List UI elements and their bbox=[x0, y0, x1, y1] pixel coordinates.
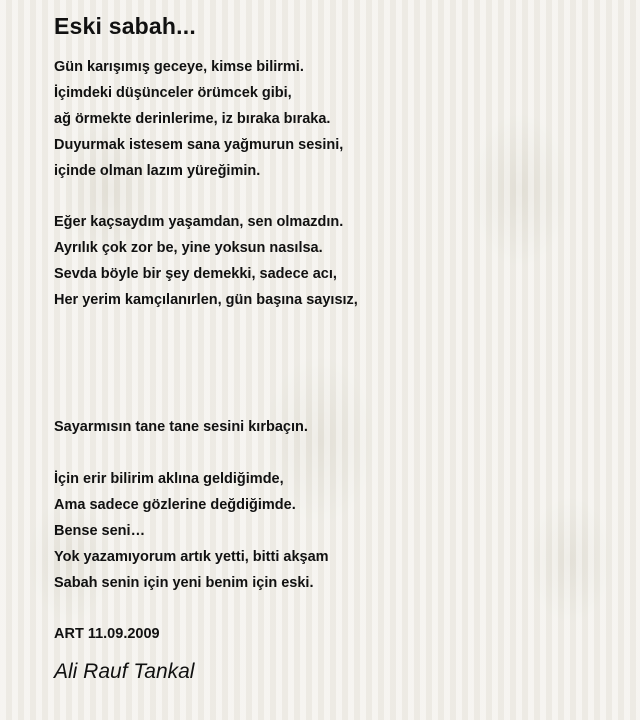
stanza-1 bbox=[54, 54, 614, 184]
poem-line: İçimdeki düşünceler örümcek gibi, bbox=[54, 85, 292, 101]
poem-line: Bense seni… bbox=[54, 523, 146, 539]
poem-line: içinde olman lazım yüreğimin. bbox=[54, 163, 261, 179]
poem-line: Gün karışımış geceye, kimse bilirmi. bbox=[54, 59, 304, 75]
poem-line: Ayrılık çok zor be, yine yoksun nasılsa. bbox=[54, 240, 323, 256]
stanza-4 bbox=[54, 466, 614, 596]
stanza-2 bbox=[54, 209, 614, 313]
stanza-spacer bbox=[54, 184, 614, 209]
poem-line: Ama sadece gözlerine değdiğimde. bbox=[54, 497, 296, 513]
poem-title: Eski sabah... bbox=[54, 13, 196, 39]
poem-signature: ART 11.09.2009 bbox=[54, 626, 160, 642]
poem-line: ağ örmekte derinlerime, iz bıraka bıraka. bbox=[54, 111, 331, 127]
stanza-spacer bbox=[54, 313, 614, 414]
poem-page bbox=[54, 12, 614, 685]
poem-line: İçin erir bilirim aklına geldiğimde, bbox=[54, 471, 284, 487]
poem-line: Eğer kaçsaydım yaşamdan, sen olmazdın. bbox=[54, 214, 344, 230]
poem-line: Sabah senin için yeni benim için eski. bbox=[54, 575, 314, 591]
poem-author: Ali Rauf Tankal bbox=[54, 660, 195, 683]
poem-line: Yok yazamıyorum artık yetti, bitti akşam bbox=[54, 549, 329, 565]
poem-line: Sevda böyle bir şey demekki, sadece acı, bbox=[54, 266, 337, 282]
stanza-spacer bbox=[54, 440, 614, 466]
stanza-spacer bbox=[54, 596, 614, 621]
poem-line: Duyurmak istesem sana yağmurun sesini, bbox=[54, 137, 344, 153]
poem-line: Her yerim kamçılanırlen, gün başına sayısız, bbox=[54, 292, 358, 308]
poem-line: Sayarmısın tane tane sesini kırbaçın. bbox=[54, 419, 308, 435]
stanza-3 bbox=[54, 414, 614, 440]
